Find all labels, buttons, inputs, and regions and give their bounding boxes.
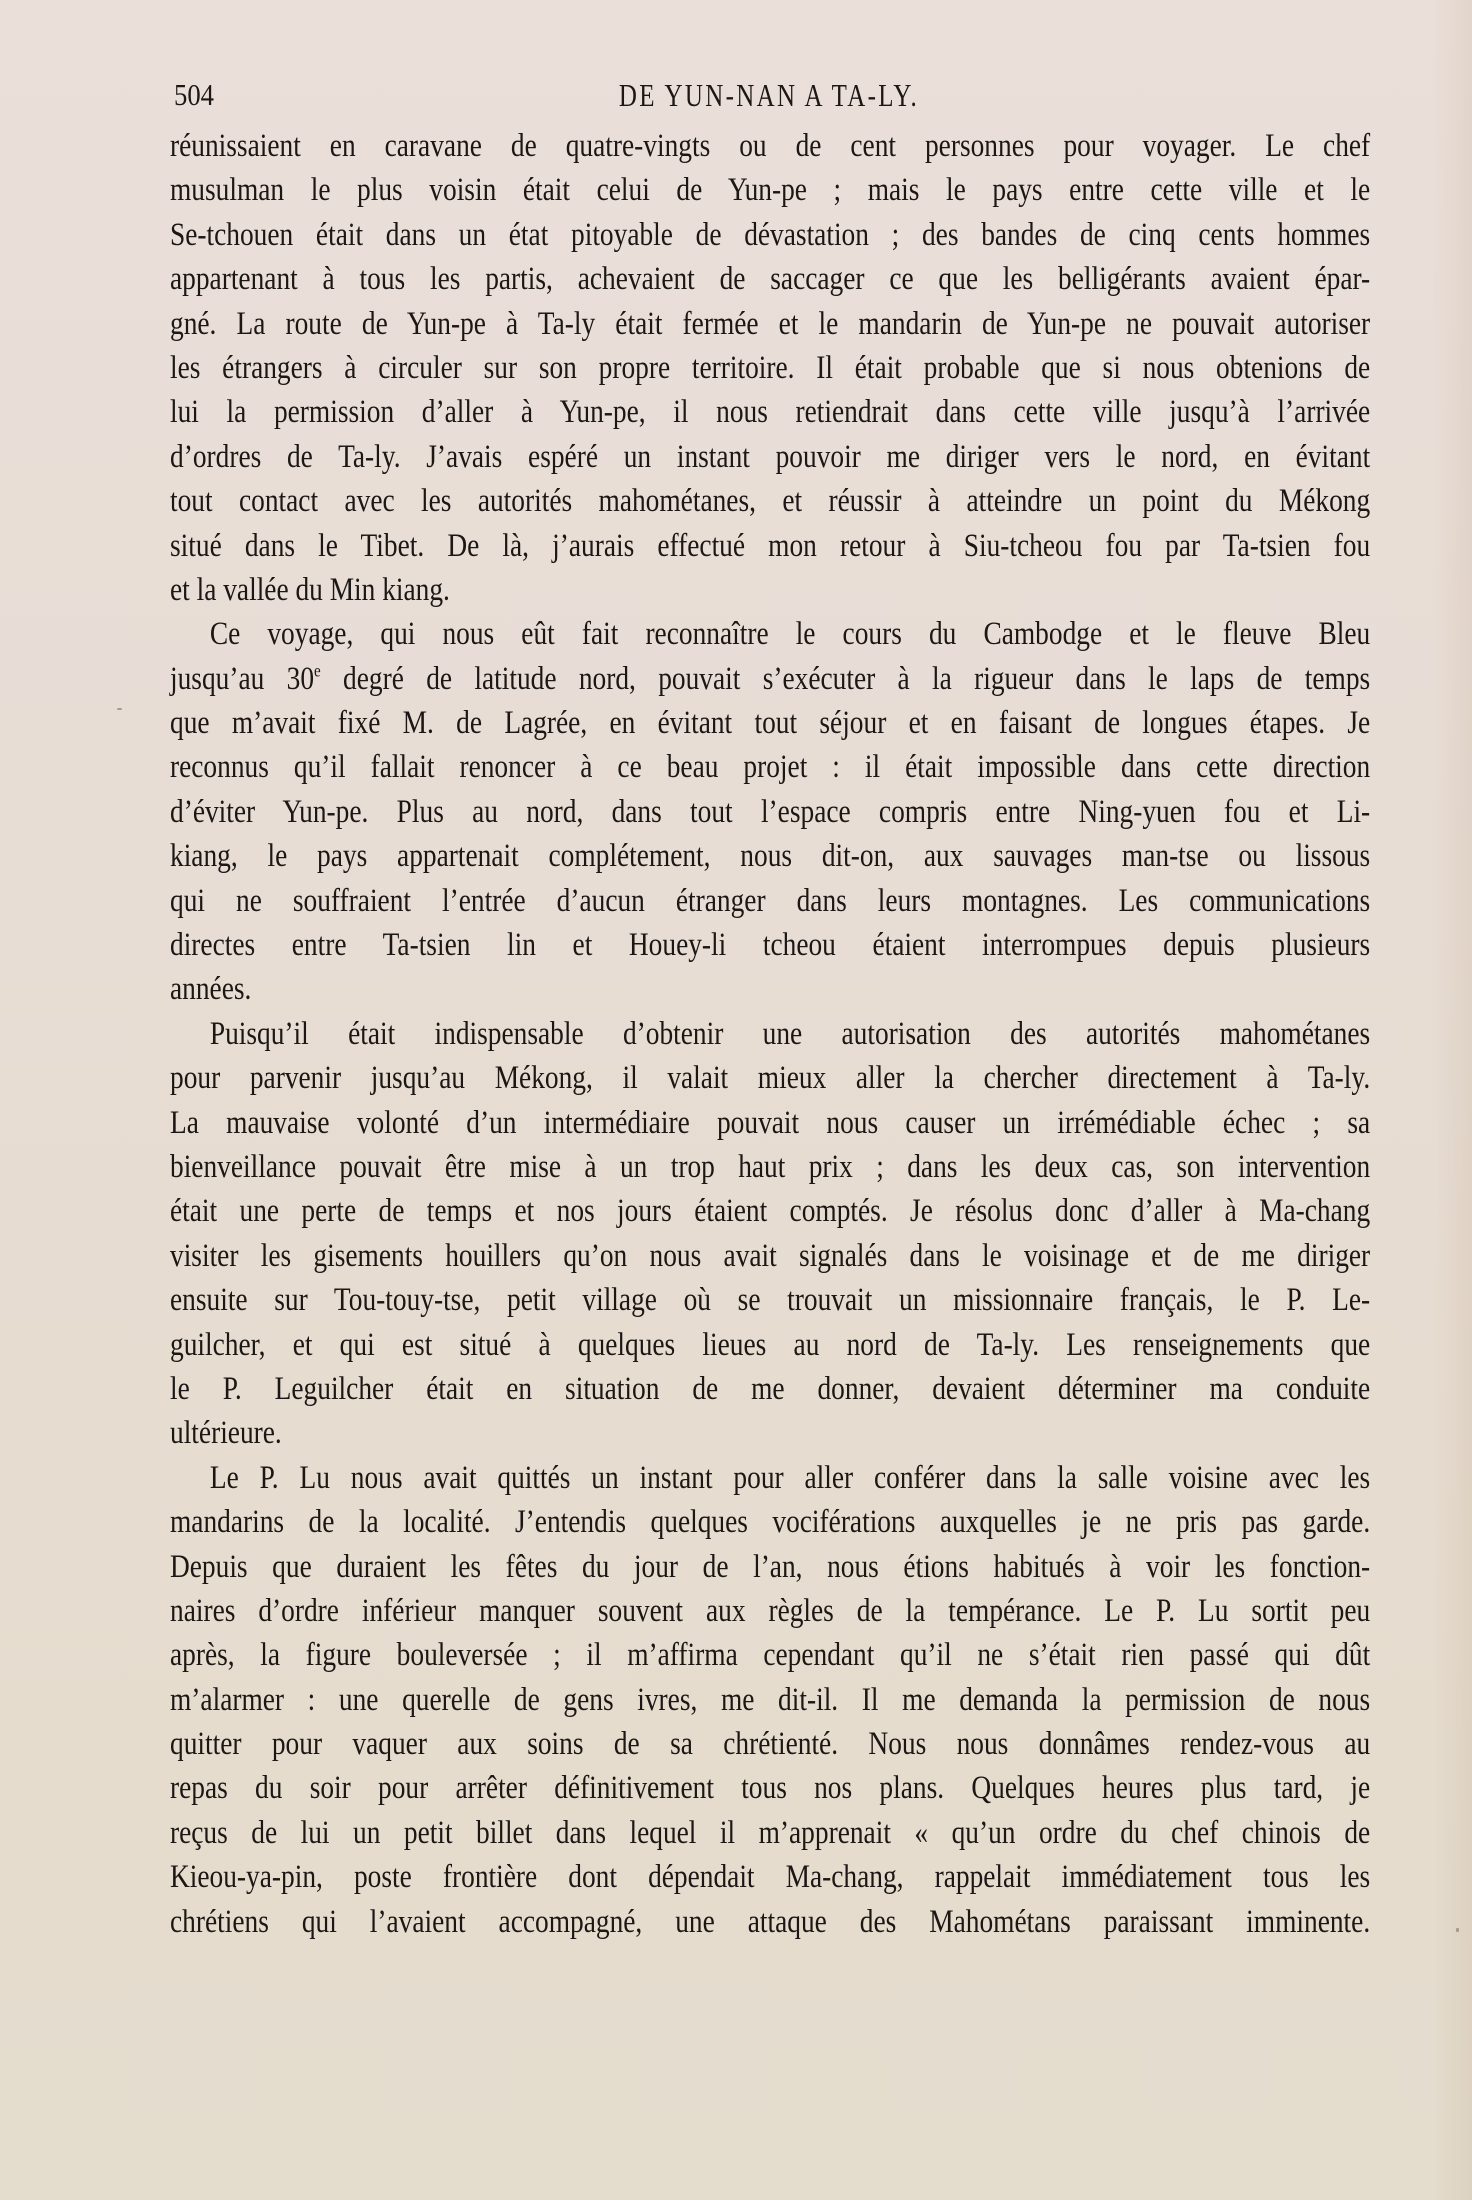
page-number: 504 — [174, 77, 214, 112]
text-line: mandarins de la localité. J’entendis quelques vociférations auxquelles je ne pris pas garde. — [170, 1504, 1371, 1541]
paper-speck — [1456, 1928, 1459, 1932]
text-line: Ce voyage, qui nous eût fait reconnaître le cours du Cambodge et le fleuve Bleu — [209, 616, 1371, 653]
paragraph-1 — [170, 124, 1370, 612]
text-line: Depuis que duraient les fêtes du jour de l’an, nous étions habitués à voir les fonction- — [170, 1548, 1371, 1585]
text-line: appartenant à tous les partis, achevaient de saccager ce que les belligérants avaient épar- — [170, 261, 1371, 298]
text-line: après, la figure bouleversée ; il m’affirma cependant qu’il ne s’était rien passé qui dût — [170, 1637, 1371, 1674]
text-line: que m’avait fixé M. de Lagrée, en évitant tout séjour et en faisant de longues étapes. Je — [170, 705, 1371, 742]
text-line: visiter les gisements houillers qu’on nous avait signalés dans le voisinage et de me diriger — [170, 1237, 1371, 1274]
paragraph-3 — [170, 1012, 1370, 1456]
text-line: réunissaient en caravane de quatre-vingts ou de cent personnes pour voyager. Le chef — [170, 128, 1371, 164]
text-line: ensuite sur Tou-touy-tse, petit village où se trouvait un missionnaire français, le P. Le- — [170, 1282, 1371, 1319]
text-line: guilcher, et qui est situé à quelques lieues au nord de Ta-ly. Les renseignements que — [170, 1326, 1371, 1363]
text-line: Puisqu’il était indispensable d’obtenir une autorisation des autorités mahométanes — [209, 1015, 1371, 1052]
text-line: La mauvaise volonté d’un intermédiaire pouvait nous causer un irrémédiable échec ; sa — [170, 1104, 1371, 1141]
text-line: jusqu’au 30e degré de latitude nord, pouvait s’exécuter à la rigueur dans le laps de temps — [170, 659, 1371, 697]
text-line: tout contact avec les autorités mahométanes, et réussir à atteindre un point du Mékong — [170, 483, 1371, 520]
text-line: Se-tchouen était dans un état pitoyable de dévastation ; des bandes de cinq cents hommes — [170, 216, 1371, 253]
text-line: musulman le plus voisin était celui de Yun-pe ; mais le pays entre cette ville et le — [170, 172, 1371, 209]
text-line: était une perte de temps et nos jours étaient comptés. Je résolus donc d’aller à Ma-chang — [170, 1193, 1371, 1230]
text-line: le P. Leguilcher était en situation de me donner, devaient déterminer ma conduite — [170, 1370, 1371, 1407]
text-line: lui la permission d’aller à Yun-pe, il nous retiendrait dans cette ville jusqu’à l’arrivée — [170, 394, 1371, 431]
text-line: et la vallée du Min kiang. — [170, 571, 450, 608]
body-text — [170, 124, 1370, 1944]
text-line: situé dans le Tibet. De là, j’aurais effectué mon retour à Siu-tcheou fou par Ta-tsien fou — [170, 527, 1371, 564]
text-line: qui ne souffraient l’entrée d’aucun étranger dans leurs montagnes. Les communications — [170, 882, 1371, 919]
text-line: pour parvenir jusqu’au Mékong, il valait mieux aller la chercher directement à Ta-ly. — [170, 1060, 1371, 1097]
paper-speck — [117, 708, 122, 710]
text-line: bienveillance pouvait être mise à un trop haut prix ; dans les deux cas, son intervention — [170, 1148, 1371, 1185]
text-line: m’alarmer : une querelle de gens ivres, me dit-il. Il me demanda la permission de nous — [170, 1681, 1371, 1718]
text-line: d’éviter Yun-pe. Plus au nord, dans tout l’espace compris entre Ning-yuen fou et Li- — [170, 793, 1371, 830]
page-edge-shadow — [1432, 0, 1472, 2200]
text-line: Le P. Lu nous avait quittés un instant pour aller conférer dans la salle voisine avec les — [209, 1459, 1371, 1496]
superscript: e — [314, 659, 321, 680]
paragraph-4 — [170, 1456, 1370, 1944]
text-line: reçus de lui un petit billet dans lequel il m’apprenait « qu’un ordre du chef chinois de — [170, 1814, 1371, 1851]
text-line: reconnus qu’il fallait renoncer à ce beau projet : il était impossible dans cette direction — [170, 749, 1371, 786]
text-line: naires d’ordre inférieur manquer souvent aux règles de la tempérance. Le P. Lu sortit peu — [170, 1592, 1371, 1629]
text-line: kiang, le pays appartenait complétement, nous dit-on, aux sauvages man-tse ou lissous — [170, 838, 1371, 875]
running-head — [168, 78, 1370, 112]
text-line: ultérieure. — [170, 1415, 282, 1452]
running-title: DE YUN-NAN A TA-LY. — [618, 77, 920, 113]
text-line: directes entre Ta-tsien lin et Houey-li tcheou étaient interrompues depuis plusieurs — [170, 927, 1371, 964]
text-line: repas du soir pour arrêter définitivement tous nos plans. Quelques heures plus tard, je — [170, 1770, 1371, 1807]
text-line: Kieou-ya-pin, poste frontière dont dépendait Ma-chang, rappelait immédiatement tous les — [170, 1859, 1371, 1896]
text-line: d’ordres de Ta-ly. J’avais espéré un instant pouvoir me diriger vers le nord, en évitant — [170, 438, 1371, 475]
paragraph-2 — [170, 612, 1370, 1012]
text-line: quitter pour vaquer aux soins de sa chrétienté. Nous nous donnâmes rendez-vous au — [170, 1726, 1371, 1763]
text-line: chrétiens qui l’avaient accompagné, une attaque des Mahométans paraissant imminente. — [170, 1903, 1371, 1940]
text-line: gné. La route de Yun-pe à Ta-ly était fermée et le mandarin de Yun-pe ne pouvait autoriser — [170, 305, 1371, 342]
text-line: années. — [170, 971, 252, 1008]
text-line: les étrangers à circuler sur son propre territoire. Il était probable que si nous obtenions de — [170, 349, 1371, 386]
